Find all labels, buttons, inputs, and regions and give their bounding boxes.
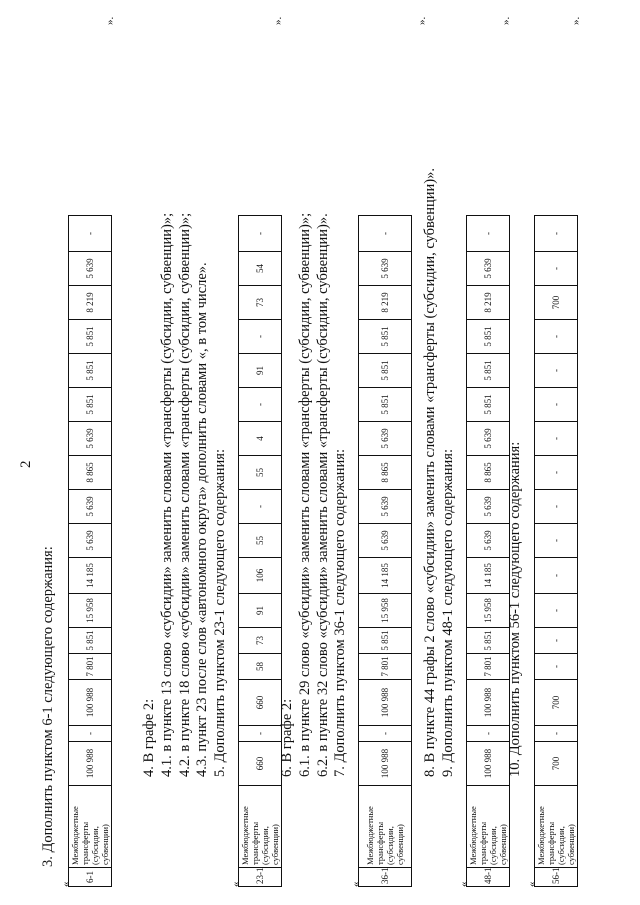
value-cell: 5 639 — [359, 524, 412, 558]
value-cell: 5 851 — [467, 628, 510, 654]
quote-close-1: ». — [104, 16, 116, 25]
item-9-text: 9. Дополнить пунктом 48-1 следующего содержания: — [440, 449, 456, 777]
value-cell: 4 — [239, 422, 282, 456]
value-cell: 7 801 — [359, 654, 412, 680]
value-cell: - — [239, 216, 282, 252]
value-cell: 660 — [239, 680, 282, 726]
value-cell: - — [535, 490, 578, 524]
value-cell: 55 — [239, 524, 282, 558]
value-cell: - — [239, 320, 282, 354]
value-cell: - — [535, 654, 578, 680]
row-number-cell: 23-1 — [239, 868, 282, 887]
table-row — [69, 216, 112, 887]
value-cell: - — [239, 388, 282, 422]
value-cell: 5 851 — [359, 320, 412, 354]
value-cell: - — [359, 216, 412, 252]
value-cell: 5 851 — [467, 320, 510, 354]
row-number-cell: 56-1 — [535, 868, 578, 887]
value-cell: 100 988 — [467, 680, 510, 726]
quote-close-4: ». — [500, 16, 512, 25]
value-cell: 8 219 — [69, 286, 112, 320]
value-cell: 5 639 — [69, 422, 112, 456]
value-cell: 8 219 — [467, 286, 510, 320]
value-cell: 5 639 — [467, 490, 510, 524]
value-cell: 58 — [239, 654, 282, 680]
value-cell: 15 958 — [69, 594, 112, 628]
value-cell: 5 851 — [359, 354, 412, 388]
quote-close-2: ». — [272, 16, 284, 25]
value-cell: 100 988 — [359, 742, 412, 786]
value-cell: 5 639 — [69, 252, 112, 286]
value-cell: 100 988 — [69, 742, 112, 786]
row-name-cell: Межбюджетные трансферты (субсидии, субвенции) — [359, 786, 412, 868]
value-cell: - — [535, 558, 578, 594]
quote-open-3: « — [350, 881, 362, 887]
table-row — [467, 216, 510, 887]
quote-open-4: « — [458, 881, 470, 887]
value-cell: 5 851 — [69, 628, 112, 654]
value-cell: - — [535, 456, 578, 490]
item-3-text: 3. Дополнить пунктом 6-1 следующего содержания: — [40, 546, 56, 867]
value-cell: 100 988 — [467, 742, 510, 786]
value-cell: - — [535, 388, 578, 422]
value-cell: 55 — [239, 456, 282, 490]
item-7-text: 7. Дополнить пунктом 36-1 следующего содержания: — [332, 449, 348, 777]
value-cell: - — [535, 216, 578, 252]
quote-close-5: ». — [570, 16, 582, 25]
item-6-text: 6. В графе 2: — [279, 698, 295, 777]
quote-open-5: « — [526, 881, 538, 887]
value-cell: 106 — [239, 558, 282, 594]
value-cell: 14 185 — [467, 558, 510, 594]
row-name-cell: Межбюджетные трансферты (субсидии, субвенции) — [467, 786, 510, 868]
quote-open-2: « — [230, 881, 242, 887]
row-number-cell: 36-1 — [359, 868, 412, 887]
value-cell: 100 988 — [359, 680, 412, 726]
value-cell: 660 — [239, 742, 282, 786]
value-cell: 73 — [239, 286, 282, 320]
value-cell: - — [239, 726, 282, 742]
row-number-cell: 6-1 — [69, 868, 112, 887]
value-cell: 5 639 — [359, 490, 412, 524]
row-name-cell: Межбюджетные трансферты (субсидии, субвенции) — [535, 786, 578, 868]
value-cell: 14 185 — [69, 558, 112, 594]
value-cell: - — [69, 216, 112, 252]
value-cell: - — [535, 252, 578, 286]
item-8-text: 8. В пункте 44 графы 2 слово «субсидии» заменить словами «трансферты (субсидии, субвенции)». — [422, 168, 438, 777]
item-6-2-text: 6.2. в пункте 32 слово «субсидии» заменить словами «трансферты (субсидии, субвенции)». — [315, 213, 331, 777]
item-4-text: 4. В графе 2: — [141, 698, 157, 777]
table-row-56-1 — [534, 215, 578, 887]
value-cell: - — [535, 524, 578, 558]
value-cell: 5 851 — [467, 388, 510, 422]
value-cell: 5 851 — [69, 354, 112, 388]
value-cell: - — [535, 628, 578, 654]
value-cell: 5 639 — [467, 422, 510, 456]
value-cell: 5 639 — [467, 524, 510, 558]
value-cell: - — [69, 726, 112, 742]
value-cell: 5 639 — [359, 252, 412, 286]
value-cell: 7 801 — [69, 654, 112, 680]
value-cell: 5 851 — [69, 320, 112, 354]
value-cell: 700 — [535, 680, 578, 726]
value-cell: 8 865 — [69, 456, 112, 490]
quote-close-3: ». — [416, 16, 428, 25]
value-cell: - — [535, 594, 578, 628]
item-10-text: 10. Дополнить пунктом 56-1 следующего содержания: — [507, 441, 523, 777]
value-cell: 700 — [535, 742, 578, 786]
row-number-cell: 48-1 — [467, 868, 510, 887]
value-cell: - — [535, 422, 578, 456]
value-cell: - — [239, 490, 282, 524]
item-5-text: 5. Дополнить пунктом 23-1 следующего содержания: — [212, 449, 228, 777]
value-cell: 5 639 — [359, 422, 412, 456]
page-number: 2 — [18, 460, 34, 468]
value-cell: 5 851 — [359, 628, 412, 654]
value-cell: 91 — [239, 594, 282, 628]
item-6-1-text: 6.1. в пункте 29 слово «субсидии» заменить словами «трансферты (субсидии, субвенции)»; — [297, 212, 313, 777]
value-cell: 5 851 — [467, 354, 510, 388]
item-4-2-text: 4.2. в пункте 18 слово «субсидии» заменить словами «трансферты (субсидии, субвенции)»; — [177, 212, 193, 777]
row-name-cell: Межбюджетные трансферты (субсидии, субвенции) — [239, 786, 282, 868]
value-cell: 700 — [535, 286, 578, 320]
value-cell: 5 639 — [467, 252, 510, 286]
value-cell: 8 865 — [359, 456, 412, 490]
table-row — [535, 216, 578, 887]
table-row-23-1 — [238, 215, 282, 887]
value-cell: 5 851 — [69, 388, 112, 422]
quote-open-1: « — [60, 881, 72, 887]
table-row-6-1 — [68, 215, 112, 887]
value-cell: 14 185 — [359, 558, 412, 594]
value-cell: 8 219 — [359, 286, 412, 320]
value-cell: - — [359, 726, 412, 742]
value-cell: 5 639 — [69, 490, 112, 524]
value-cell: 8 865 — [467, 456, 510, 490]
value-cell: - — [535, 354, 578, 388]
value-cell: 7 801 — [467, 654, 510, 680]
row-name-cell: Межбюджетные трансферты (субсидии, субвенции) — [69, 786, 112, 868]
table-row-36-1 — [358, 215, 412, 887]
item-4-3-text: 4.3. пункт 23 после слов «автономного округа» дополнить словами «, в том числе». — [194, 262, 210, 777]
value-cell: 15 958 — [359, 594, 412, 628]
value-cell: 91 — [239, 354, 282, 388]
item-4-1-text: 4.1. в пункте 13 слово «субсидии» заменить словами «трансферты (субсидии, субвенции)»; — [159, 212, 175, 777]
value-cell: 5 851 — [359, 388, 412, 422]
value-cell: - — [535, 726, 578, 742]
value-cell: - — [535, 320, 578, 354]
table-row — [359, 216, 412, 887]
table-row-48-1 — [466, 215, 510, 887]
table-row — [239, 216, 282, 887]
value-cell: 5 639 — [69, 524, 112, 558]
value-cell: 73 — [239, 628, 282, 654]
value-cell: - — [467, 726, 510, 742]
value-cell: - — [467, 216, 510, 252]
value-cell: 54 — [239, 252, 282, 286]
value-cell: 100 988 — [69, 680, 112, 726]
value-cell: 15 958 — [467, 594, 510, 628]
